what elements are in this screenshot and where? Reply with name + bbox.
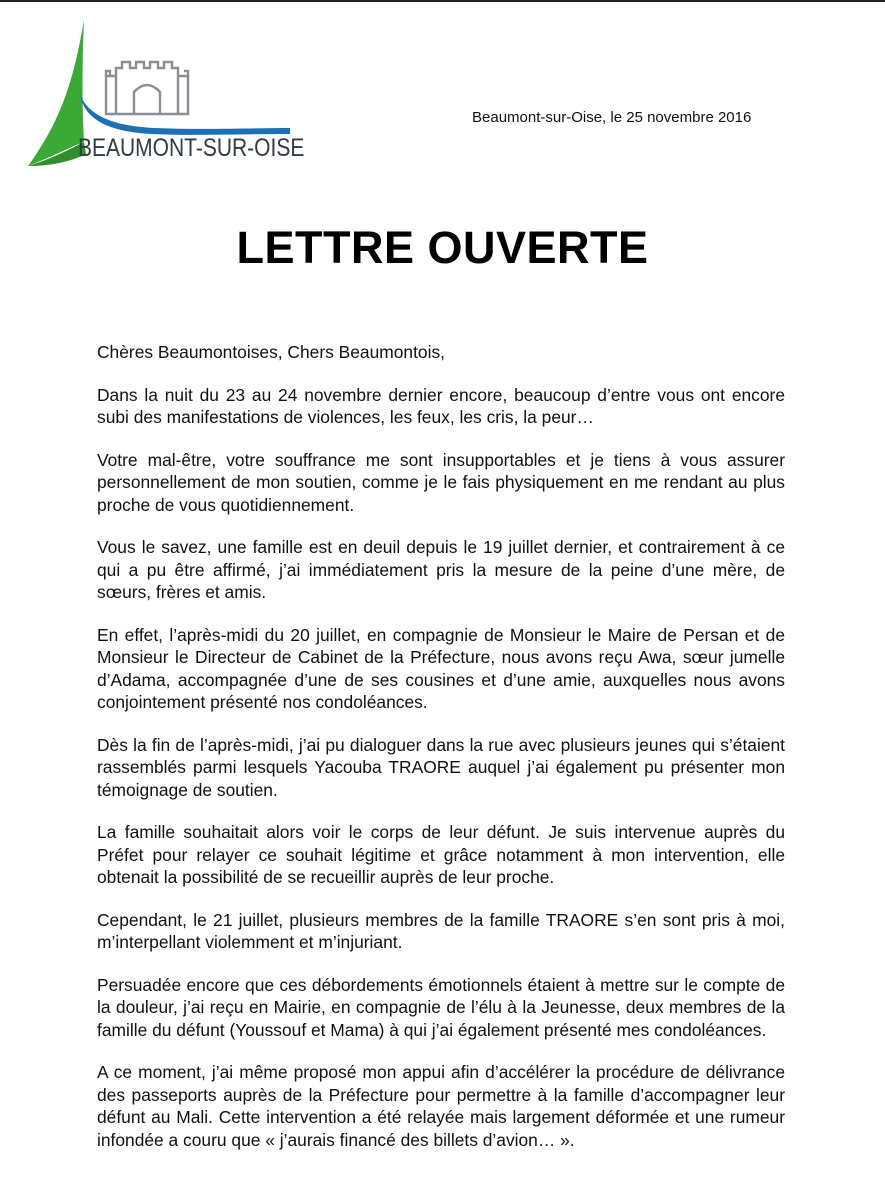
paragraph: Dans la nuit du 23 au 24 novembre dernier encore, beaucoup d’entre vous ont encore subi des manifestations de violences, les feux, les cris, la peur… [97,384,785,427]
top-border [0,0,885,2]
date-line: Beaumont-sur-Oise, le 25 novembre 2016 [472,109,752,126]
logo-text: BEAUMONT-SUR-OISE [78,134,305,162]
paragraph: Vous le savez, une famille est en deuil depuis le 19 juillet dernier, et contrairement à ce qui a pu être affirmé, j’ai immédiatement pris la mesure de la peine d’une mère, de sœurs, frères et amis. [97,537,785,602]
paragraph: En effet, l’après-midi du 20 juillet, en compagnie de Monsieur le Maire de Persan et de Monsieur le Directeur de Cabinet de la Préfecture, nous avons reçu Awa, sœur jumelle d’Adama, accompagnée d’une de ses cousines et d’une amie, auxquelles nous avons conjointement présenté nos condoléances. [97,624,785,712]
paragraph: Persuadée encore que ces débordements émotionnels étaient à mettre sur le compte de la douleur, j’ai reçu en Mairie, en compagnie de l’élu à la Jeunesse, deux membres de la famille du défunt (Youssouf et Mama) à qui j’ai également présenté mes condoléances. [97,974,785,1040]
letter-title: LETTRE OUVERTE [236,222,649,273]
paragraph: A ce moment, j’ai même proposé mon appui afin d’accélérer la procédure de délivrance des passeports auprès de la Préfecture pour permettre à la famille d’accompagner leur défunt au Mali. Cette intervention a été relayée mais largement déformée et une rumeur infondée a couru que « j’aurais financé des billets d’avion… ». [97,1062,785,1150]
letter-body [97,341,785,1171]
paragraph: La famille souhaitait alors voir le corps de leur défunt. Je suis intervenue auprès du Préfet pour relayer ce souhait légitime et grâce notamment à mon intervention, elle obtenait la possibilité de se recueillir auprès de leur proche. [97,822,785,887]
salutation: Chères Beaumontoises, Chers Beaumontois, [97,342,445,362]
paragraph: Dès la fin de l’après-midi, j’ai pu dialoguer dans la rue avec plusieurs jeunes qui s’étaient rassemblés parmi lesquels Yacouba TRAORE auquel j’ai également pu présenter mon témoignage de soutien. [97,734,785,800]
paragraph: Cependant, le 21 juillet, plusieurs membres de la famille TRAORE s’en sont pris à moi, m’interpellant violemment et m’injuriant. [97,909,785,952]
city-logo [24,16,305,176]
paragraph: Votre mal-être, votre souffrance me sont insupportables et je tiens à vous assurer personnellement de mon soutien, comme je le fais physiquement en me rendant au plus proche de vous quotidiennement. [97,449,785,515]
